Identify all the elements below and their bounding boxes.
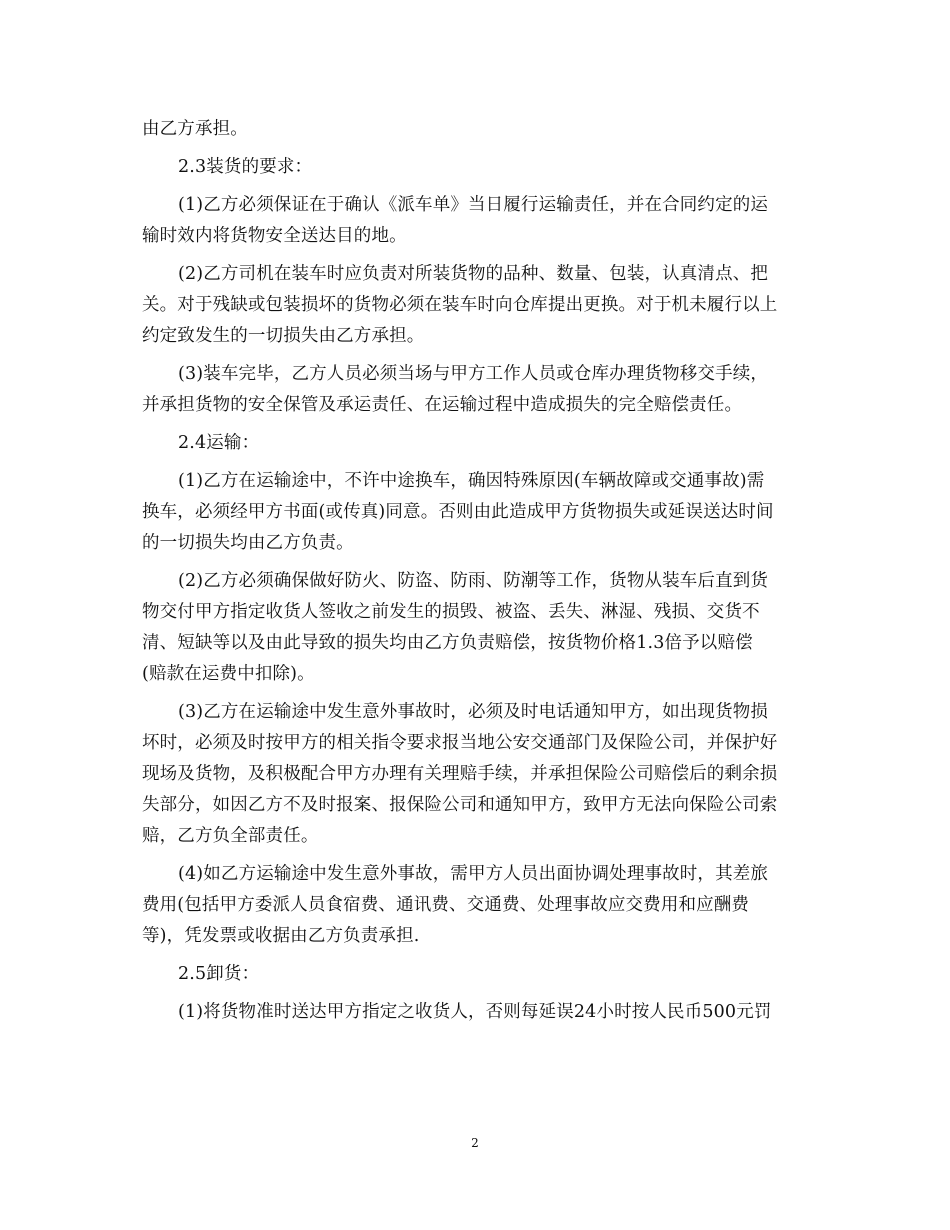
body-line: (3)乙方在运输途中发生意外事故时，必须及时电话通知甲方，如出现货物损 xyxy=(178,702,769,722)
section-heading: 2.4运输： xyxy=(178,433,260,453)
body-line: 赔，乙方负全部责任。 xyxy=(142,826,319,846)
body-line: 失部分，如因乙方不及时报案、报保险公司和通知甲方，致甲方无法向保险公司索 xyxy=(142,795,778,815)
section-heading: 2.5卸货： xyxy=(178,964,260,984)
body-line: 由乙方承担。 xyxy=(142,119,248,139)
body-line: (2)乙方必须确保做好防火、防盗、防雨、防潮等工作，货物从装车后直到货 xyxy=(178,571,769,591)
body-line: (1)将货物准时送达甲方指定之收货人，否则每延误24小时按人民币500元罚 xyxy=(178,1002,772,1022)
body-line: (2)乙方司机在装车时应负责对所装货物的品种、数量、包装，认真清点、把 xyxy=(178,264,769,284)
body-line: 的一切损失均由乙方负责。 xyxy=(142,533,354,553)
section-heading: 2.3装货的要求： xyxy=(178,157,313,177)
body-line: (1)乙方在运输途中，不许中途换车，确因特殊原因(车辆故障或交通事故)需 xyxy=(178,471,765,491)
body-line: 物交付甲方指定收货人签收之前发生的损毁、被盗、丢失、淋湿、残损、交货不 xyxy=(142,602,760,622)
body-line: 坏时，必须及时按甲方的相关指令要求报当地公安交通部门及保险公司，并保护好 xyxy=(142,733,778,753)
body-line: (4)如乙方运输途中发生意外事故，需甲方人员出面协调处理事故时，其差旅 xyxy=(178,864,769,884)
body-line: 清、短缺等以及由此导致的损失均由乙方负责赔偿，按货物价格1.3倍予以赔偿 xyxy=(142,633,753,653)
body-line: 输时效内将货物安全送达目的地。 xyxy=(142,226,407,246)
body-line: 现场及货物，及积极配合甲方办理有关理赔手续，并承担保险公司赔偿后的剩余损 xyxy=(142,764,778,784)
body-line: (3)装车完毕，乙方人员必须当场与甲方工作人员或仓库办理货物移交手续， xyxy=(178,364,769,384)
body-line: 费用(包括甲方委派人员食宿费、通讯费、交通费、处理事故应交费用和应酬费 xyxy=(142,895,750,915)
body-line: (赔款在运费中扣除)。 xyxy=(142,664,315,684)
body-line: 并承担货物的安全保管及承运责任、在运输过程中造成损失的完全赔偿责任。 xyxy=(142,395,743,415)
document-body xyxy=(142,114,814,1028)
body-line: 换车，必须经甲方书面(或传真)同意。否则由此造成甲方货物损失或延误送达时间 xyxy=(142,502,774,522)
body-line: (1)乙方必须保证在于确认《派车单》当日履行运输责任，并在合同约定的运 xyxy=(178,195,769,215)
page-number: 2 xyxy=(471,1136,479,1150)
body-line: 关。对于残缺或包装损坏的货物必须在装车时向仓库提出更换。对于机未履行以上 xyxy=(142,295,778,315)
body-line: 等)，凭发票或收据由乙方负责承担. xyxy=(142,926,420,946)
body-line: 约定致发生的一切损失由乙方承担。 xyxy=(142,326,425,346)
